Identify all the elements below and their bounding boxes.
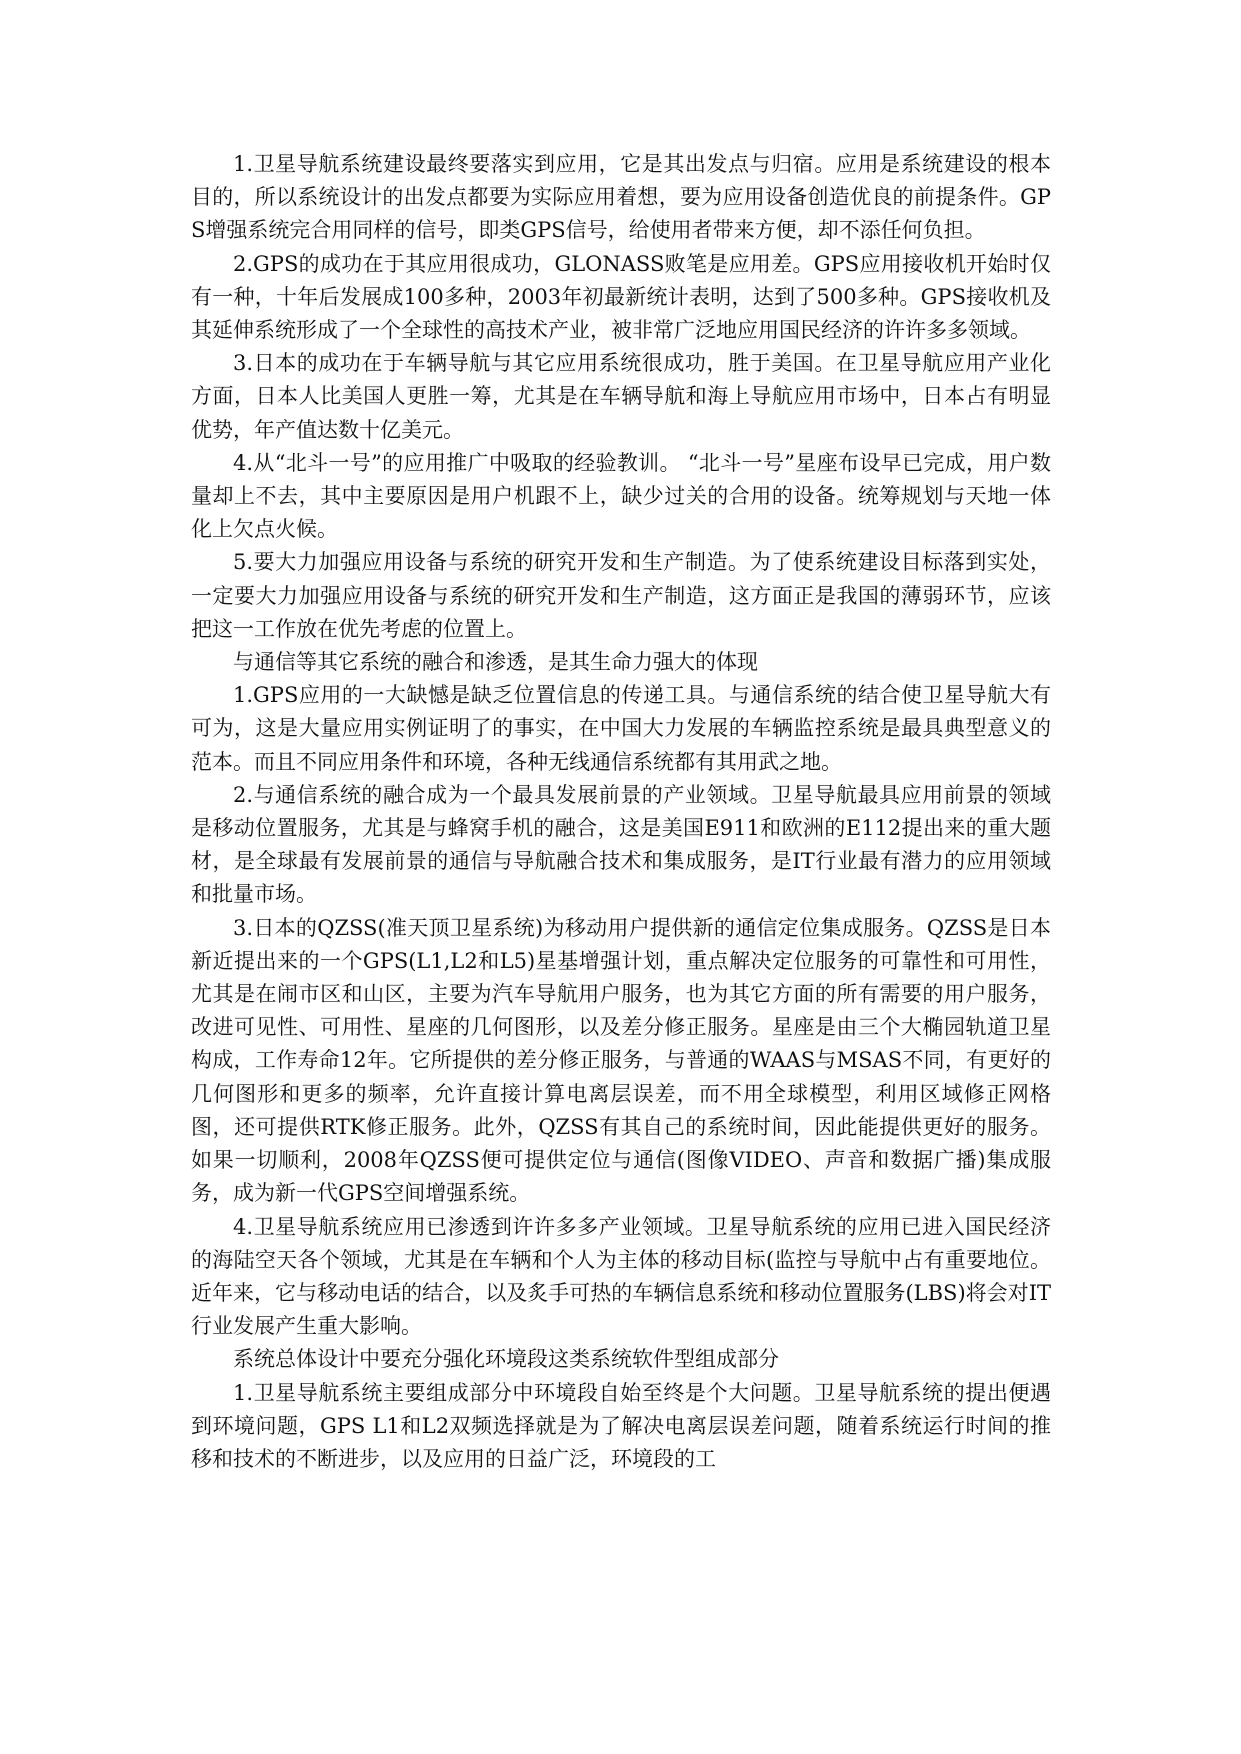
paragraph-1: 1.卫星导航系统建设最终要落实到应用，它是其出发点与归宿。应用是系统建设的根本目的，所以系统设计的出发点都要为实际应用着想，要为应用设备创造优良的前提条件。GPS增强系统完合用同样的信号，即类GPS信号，给使用者带来方便，却不添任何负担。 [191, 152, 1051, 243]
paragraph-6: 1.GPS应用的一大缺憾是缺乏位置信息的传递工具。与通信系统的结合使卫星导航大有可为，这是大量应用实例证明了的事实，在中国大力发展的车辆监控系统是最具典型意义的范本。而且不同应用条件和环境，各种无线通信系统都有其用武之地。 [191, 683, 1051, 774]
paragraph-10: 1.卫星导航系统主要组成部分中环境段自始至终是个大问题。卫星导航系统的提出便遇到环境问题，GPS L1和L2双频选择就是为了解决电离层误差问题，随着系统运行时间的推移和技术的不断进步，以及应用的日益广泛，环境段的工 [191, 1380, 1051, 1471]
document-body [191, 148, 1051, 1476]
paragraph-9: 4.卫星导航系统应用已渗透到许许多多产业领域。卫星导航系统的应用已进入国民经济的海陆空天各个领域，尤其是在车辆和个人为主体的移动目标(监控与导航中占有重要地位。近年来，它与移动电话的结合，以及炙手可热的车辆信息系统和移动位置服务(LBS)将会对IT行业发展产生重大影响。 [191, 1214, 1051, 1339]
section-heading-environment: 系统总体设计中要充分强化环境段这类系统软件型组成部分 [233, 1347, 779, 1372]
paragraph-3: 3.日本的成功在于车辆导航与其它应用系统很成功，胜于美国。在卫星导航应用产业化方面，日本人比美国人更胜一筹，尤其是在车辆导航和海上导航应用市场中，日本占有明显优势，年产值达数十亿美元。 [191, 351, 1051, 442]
paragraph-2: 2.GPS的成功在于其应用很成功，GLONASS败笔是应用差。GPS应用接收机开始时仅有一种，十年后发展成100多种，2003年初最新统计表明，达到了500多种。GPS接收机及其延伸系统形成了一个全球性的高技术产业，被非常广泛地应用国民经济的许许多多领域。 [191, 251, 1051, 343]
paragraph-4: 4.从“北斗一号”的应用推广中吸取的经验教训。 “北斗一号”星座布设早已完成，用户数量却上不去，其中主要原因是用户机跟不上，缺少过关的合用的设备。统筹规划与天地一体化上欠点火候。 [191, 450, 1051, 542]
paragraph-7: 2.与通信系统的融合成为一个最具发展前景的产业领域。卫星导航最具应用前景的领域是移动位置服务，尤其是与蜂窝手机的融合，这是美国E911和欧洲的E112提出来的重大题材，是全球最有发展前景的通信与导航融合技术和集成服务，是IT行业最有潜力的应用领域和批量市场。 [191, 782, 1051, 907]
paragraph-8: 3.日本的QZSS(准天顶卫星系统)为移动用户提供新的通信定位集成服务。QZSS是日本新近提出来的一个GPS(L1,L2和L5)星基增强计划，重点解决定位服务的可靠性和可用性，尤其是在闹市区和山区，主要为汽车导航用户服务，也为其它方面的所有需要的用户服务，改进可见性、可用性、星座的几何图形，以及差分修正服务。星座是由三个大椭园轨道卫星构成，工作寿命12年。它所提供的差分修正服务，与普通的WAAS与MSAS不同，有更好的几何图形和更多的频率，允许直接计算电离层误差，而不用全球模型，利用区域修正网格图，还可提供RTK修正服务。此外，QZSS有其自己的系统时间，因此能提供更好的服务。如果一切顺利，2008年QZSS便可提供定位与通信(图像VIDEO、声音和数据广播)集成服务，成为新一代GPS空间增强系统。 [191, 915, 1051, 1206]
section-heading-integration: 与通信等其它系统的融合和渗透，是其生命力强大的体现 [233, 650, 758, 675]
paragraph-5: 5.要大力加强应用设备与系统的研究开发和生产制造。为了使系统建设目标落到实处，一定要大力加强应用设备与系统的研究开发和生产制造，这方面正是我国的薄弱环节，应该把这一工作放在优先考虑的位置上。 [191, 550, 1051, 641]
